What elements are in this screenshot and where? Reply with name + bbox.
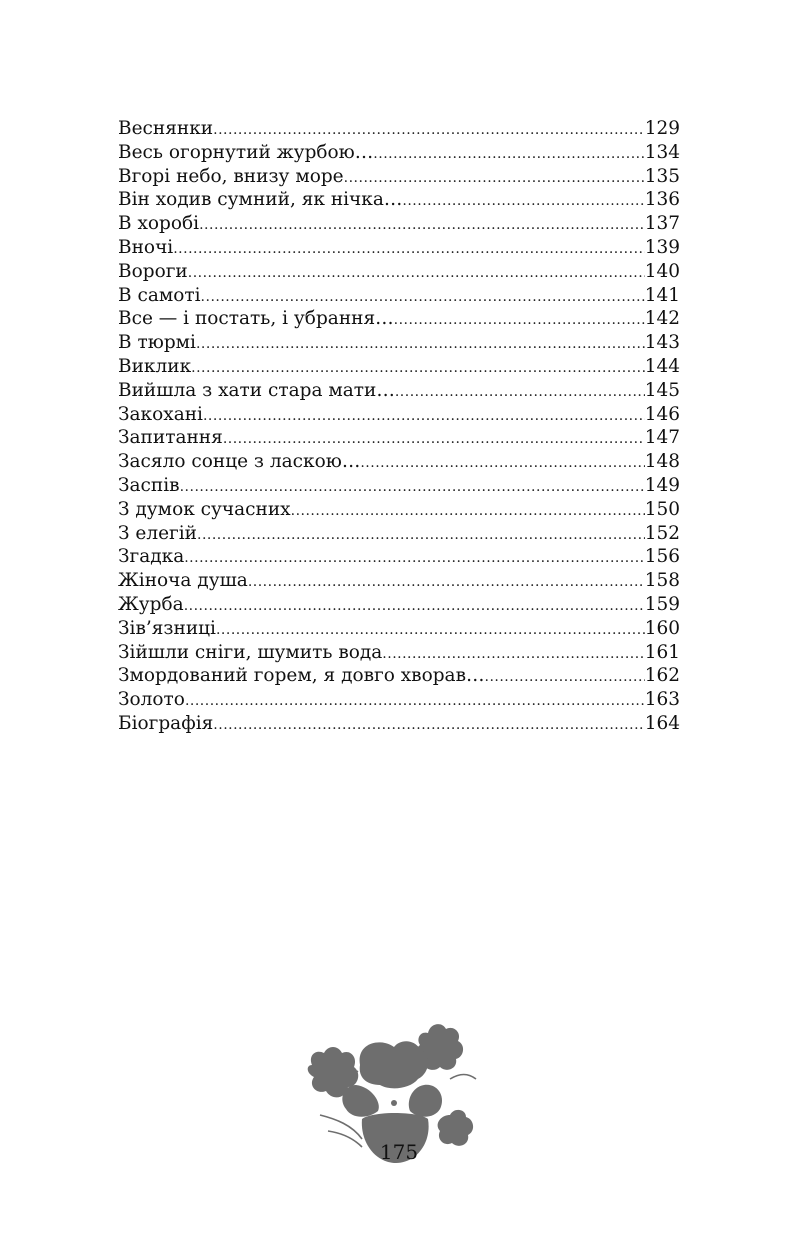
dot-leader — [291, 500, 645, 524]
dot-leader — [373, 143, 644, 167]
toc-entry-page: 163 — [644, 689, 680, 711]
toc-entry-page: 140 — [644, 260, 680, 282]
toc-entry-title: Веснянки — [118, 118, 214, 139]
toc-entry-title: Весь огорнутий журбою… — [118, 141, 374, 163]
toc-entry-title: Біографія — [118, 712, 214, 734]
toc-entry — [118, 141, 680, 165]
toc-entry — [118, 426, 680, 450]
toc-entry — [118, 593, 680, 617]
toc-entry — [118, 545, 680, 569]
dot-leader — [184, 595, 645, 619]
dot-leader — [485, 666, 645, 690]
dot-leader — [248, 571, 645, 595]
page-number: 175 — [379, 1140, 419, 1164]
toc-entry-title: Вороги — [118, 260, 188, 282]
toc-entry — [118, 165, 680, 189]
toc-entry-title: Запитання — [118, 427, 223, 449]
toc-entry-title: Вийшла з хати стара мати… — [118, 379, 395, 401]
dot-leader — [395, 381, 645, 405]
toc-entry — [118, 617, 680, 641]
toc-entry — [118, 474, 680, 498]
toc-entry-page: 129 — [644, 118, 680, 139]
toc-entry — [118, 117, 680, 141]
dot-leader — [201, 286, 645, 310]
dot-leader — [185, 690, 645, 714]
toc-entry — [118, 522, 680, 546]
toc-entry-page: 147 — [644, 427, 680, 449]
toc-entry-page: 152 — [644, 522, 680, 544]
dot-leader — [223, 428, 645, 452]
toc-entry-page: 161 — [644, 641, 680, 663]
toc-entry-page: 146 — [644, 403, 680, 425]
toc-entry-title: Вгорі небо, внизу море — [118, 165, 344, 187]
dot-leader — [394, 309, 645, 333]
toc-entry-page: 136 — [644, 189, 680, 211]
toc-entry-page: 150 — [644, 498, 680, 520]
toc-entry — [118, 569, 680, 593]
dot-leader — [173, 238, 644, 262]
toc-entry — [118, 498, 680, 522]
toc-entry-title: Зійшли сніги, шумить вода — [118, 641, 383, 663]
dot-leader — [382, 643, 644, 667]
toc-entry-title: В самоті — [118, 284, 201, 306]
toc-entry — [118, 450, 680, 474]
toc-entry-title: В тюрмі — [118, 332, 196, 354]
toc-entry — [118, 379, 680, 403]
toc-entry — [118, 641, 680, 665]
toc-entry-page: 164 — [644, 712, 680, 734]
toc-entry-title: Все — і постать, і убрання… — [118, 308, 394, 330]
toc-entry-title: З думок сучасних — [118, 498, 291, 520]
toc-entry-page: 142 — [644, 308, 680, 330]
toc-entry-title: Змордований горем, я довго хворав… — [118, 665, 485, 687]
dot-leader — [199, 214, 645, 238]
toc-entry-page: 135 — [644, 165, 680, 187]
dot-leader — [196, 333, 645, 357]
toc-entry-title: Жіноча душа — [118, 570, 248, 592]
toc-entry-title: Засяло сонце з ласкою… — [118, 451, 361, 473]
toc-entry-title: Згадка — [118, 546, 185, 568]
toc-entry — [118, 664, 680, 688]
toc-entry — [118, 712, 680, 736]
toc-entry — [118, 188, 680, 212]
toc-entry-title: Заспів — [118, 474, 180, 496]
dot-leader — [402, 190, 644, 214]
toc-entry-title: Золото — [118, 689, 185, 711]
dot-leader — [213, 119, 645, 143]
dot-leader — [191, 357, 645, 381]
toc-entry — [118, 212, 680, 236]
toc-entry-title: Закохані — [118, 403, 203, 425]
toc-entry — [118, 403, 680, 427]
toc-entry-page: 145 — [644, 379, 680, 401]
toc-entry-title: Зів’язниці — [118, 617, 216, 639]
dot-leader — [180, 476, 645, 500]
toc-entry-page: 148 — [644, 451, 680, 473]
toc-entry-page: 162 — [644, 665, 680, 687]
toc-entry — [118, 331, 680, 355]
toc-entry-page: 143 — [644, 332, 680, 354]
table-of-contents — [118, 117, 680, 736]
dot-leader — [216, 619, 645, 643]
toc-entry-title: В хоробі — [118, 213, 200, 235]
toc-entry-page: 141 — [644, 284, 680, 306]
toc-entry-page: 144 — [644, 355, 680, 377]
toc-entry-title: Виклик — [118, 355, 192, 377]
dot-leader — [203, 405, 645, 429]
toc-entry-title: Вночі — [118, 236, 174, 258]
toc-entry-page: 134 — [644, 141, 680, 163]
dot-leader — [188, 262, 645, 286]
toc-entry — [118, 284, 680, 308]
toc-entry — [118, 355, 680, 379]
toc-entry-page: 159 — [644, 593, 680, 615]
dot-leader — [197, 524, 645, 548]
toc-entry-page: 139 — [644, 236, 680, 258]
dot-leader — [344, 167, 645, 191]
dot-leader — [213, 714, 644, 738]
toc-entry-page: 160 — [644, 617, 680, 639]
toc-entry-title: Журба — [118, 593, 184, 615]
toc-entry — [118, 260, 680, 284]
toc-entry-title: З елегій — [118, 522, 197, 544]
toc-entry — [118, 688, 680, 712]
toc-entry-page: 137 — [644, 213, 680, 235]
toc-entry-page: 156 — [644, 546, 680, 568]
dot-leader — [360, 452, 644, 476]
dot-leader — [184, 547, 644, 571]
toc-entry — [118, 236, 680, 260]
toc-entry-page: 149 — [644, 474, 680, 496]
toc-entry-page: 158 — [644, 570, 680, 592]
toc-entry-title: Він ходив сумний, як нічка… — [118, 189, 403, 211]
toc-entry — [118, 307, 680, 331]
